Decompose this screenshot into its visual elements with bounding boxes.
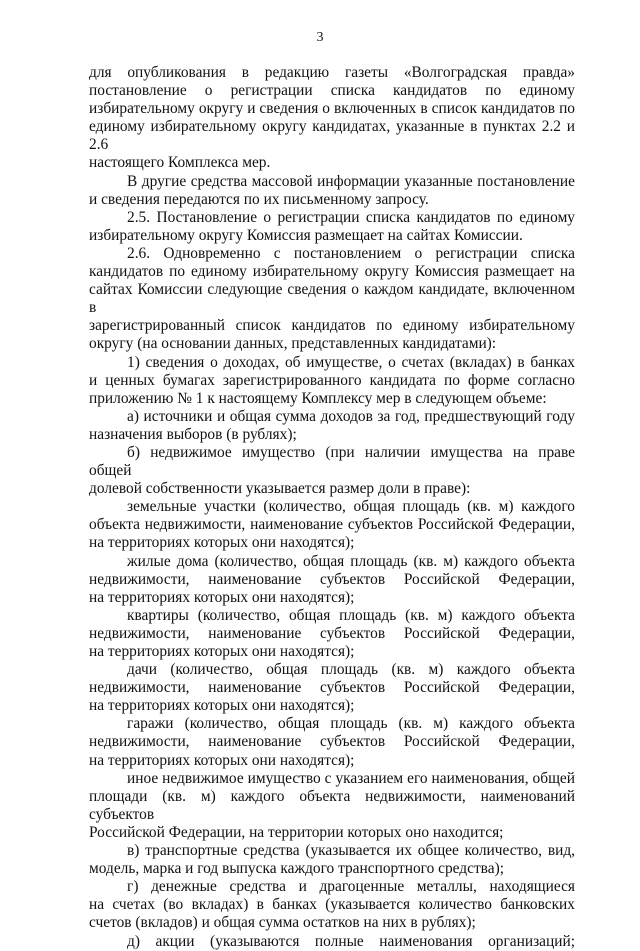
text-line: настоящего Комплекса мер. xyxy=(89,154,271,172)
paragraph xyxy=(89,607,575,661)
paragraph xyxy=(89,661,575,715)
text-line: в) транспортные средства (указывается их общее количество, вид, xyxy=(127,842,575,860)
text-line: 2.5. Постановление о регистрации списка кандидатов по единому xyxy=(127,208,575,226)
text-line: назначения выборов (в рублях); xyxy=(89,425,297,443)
text-line: округу (на основании данных, представленных кандидатами): xyxy=(89,335,497,353)
paragraph xyxy=(89,173,575,209)
paragraph xyxy=(89,498,575,552)
paragraph xyxy=(89,933,575,951)
text-line: квартиры (количество, общая площадь (кв. м) каждого объекта xyxy=(127,606,575,624)
paragraph xyxy=(89,354,575,408)
text-line: гаражи (количество, общая площадь (кв. м) каждого объекта xyxy=(127,715,575,733)
text-line: на территориях которых они находятся); xyxy=(89,697,355,715)
text-line: а) источники и общая сумма доходов за год, предшествующий году xyxy=(127,407,575,425)
text-line: избирательному округу и сведения о включенных в список кандидатов по xyxy=(89,100,575,118)
text-line: недвижимости, наименование субъектов Российской Федерации, xyxy=(89,624,575,642)
text-line: д) акции (указываются полные наименования организаций; xyxy=(127,932,575,950)
text-line: на территориях которых они находятся); xyxy=(89,643,355,660)
paragraph xyxy=(89,408,575,444)
page-number: 3 xyxy=(316,30,324,45)
paragraph xyxy=(89,64,575,173)
text-line: недвижимости, наименование субъектов Российской Федерации, xyxy=(89,679,575,697)
text-line: модель, марка и год выпуска каждого транспортного средства); xyxy=(89,860,504,878)
text-line: приложению № 1 к настоящему Комплексу мер в следующем объеме: xyxy=(89,389,547,407)
text-line: б) недвижимое имущество (при наличии имущества на праве общей xyxy=(89,443,575,480)
paragraph xyxy=(89,553,575,607)
text-line: счетов (вкладов) и общая сумма остатков на них в рублях); xyxy=(89,914,476,932)
text-line: на территориях которых они находятся); xyxy=(89,588,355,606)
text-line: на счетах (во вкладах) в банках (указывается количество банковских xyxy=(89,896,575,914)
text-line: иное недвижимое имущество с указанием его наименования, общей xyxy=(127,769,575,787)
text-line: В другие средства массовой информации указанные постановление xyxy=(127,172,575,190)
paragraph xyxy=(89,715,575,769)
text-line: недвижимости, наименование субъектов Российской Федерации, xyxy=(89,570,575,588)
text-line: на территориях которых они находятся); xyxy=(89,751,355,769)
text-line: недвижимости, наименование субъектов Российской Федерации, xyxy=(89,733,575,751)
paragraph xyxy=(89,842,575,878)
text-line: единому избирательному округу кандидатах, указанные в пунктах 2.2 и 2.6 xyxy=(89,118,575,154)
document-body xyxy=(89,64,575,951)
paragraph xyxy=(89,245,575,354)
text-line: жилые дома (количество, общая площадь (кв. м) каждого объекта xyxy=(127,552,575,570)
paragraph xyxy=(89,770,575,842)
text-line: объекта недвижимости, наименование субъектов Российской Федерации, xyxy=(89,516,575,534)
paragraph xyxy=(89,878,575,932)
text-line: для опубликования в редакцию газеты «Волгоградская правда» xyxy=(89,64,575,81)
text-line: 2.6. Одновременно с постановлением о регистрации списка xyxy=(127,244,575,262)
text-line: постановление о регистрации списка кандидатов по единому xyxy=(89,82,575,100)
text-line: площади (кв. м) каждого объекта недвижимости, наименований субъектов xyxy=(89,787,575,823)
text-line: зарегистрированный список кандидатов по единому избирательному xyxy=(89,317,575,335)
text-line: земельные участки (количество, общая площадь (кв. м) каждого xyxy=(127,498,575,516)
text-line: 1) сведения о доходах, об имуществе, о счетах (вкладах) в банках xyxy=(127,353,575,371)
paragraph xyxy=(89,209,575,245)
text-line: кандидатов по единому избирательному округу Комиссия размещает на xyxy=(89,263,575,281)
text-line: г) денежные средства и драгоценные металлы, находящиеся xyxy=(127,878,575,896)
text-line: и сведения передаются по их письменному запросу. xyxy=(89,190,429,208)
paragraph xyxy=(89,444,575,498)
text-line: сайтах Комиссии следующие сведения о каждом кандидате, включенном в xyxy=(89,281,575,317)
text-line: избирательному округу Комиссия размещает на сайтах Комиссии. xyxy=(89,226,523,244)
text-line: дачи (количество, общая площадь (кв. м) каждого объекта xyxy=(127,661,575,679)
text-line: Российской Федерации, на территории которых оно находится; xyxy=(89,823,504,841)
text-line: и ценных бумагах зарегистрированного кандидата по форме согласно xyxy=(89,371,575,389)
text-line: на территориях которых они находятся); xyxy=(89,534,355,552)
text-line: долевой собственности указывается размер доли в праве): xyxy=(89,480,471,498)
